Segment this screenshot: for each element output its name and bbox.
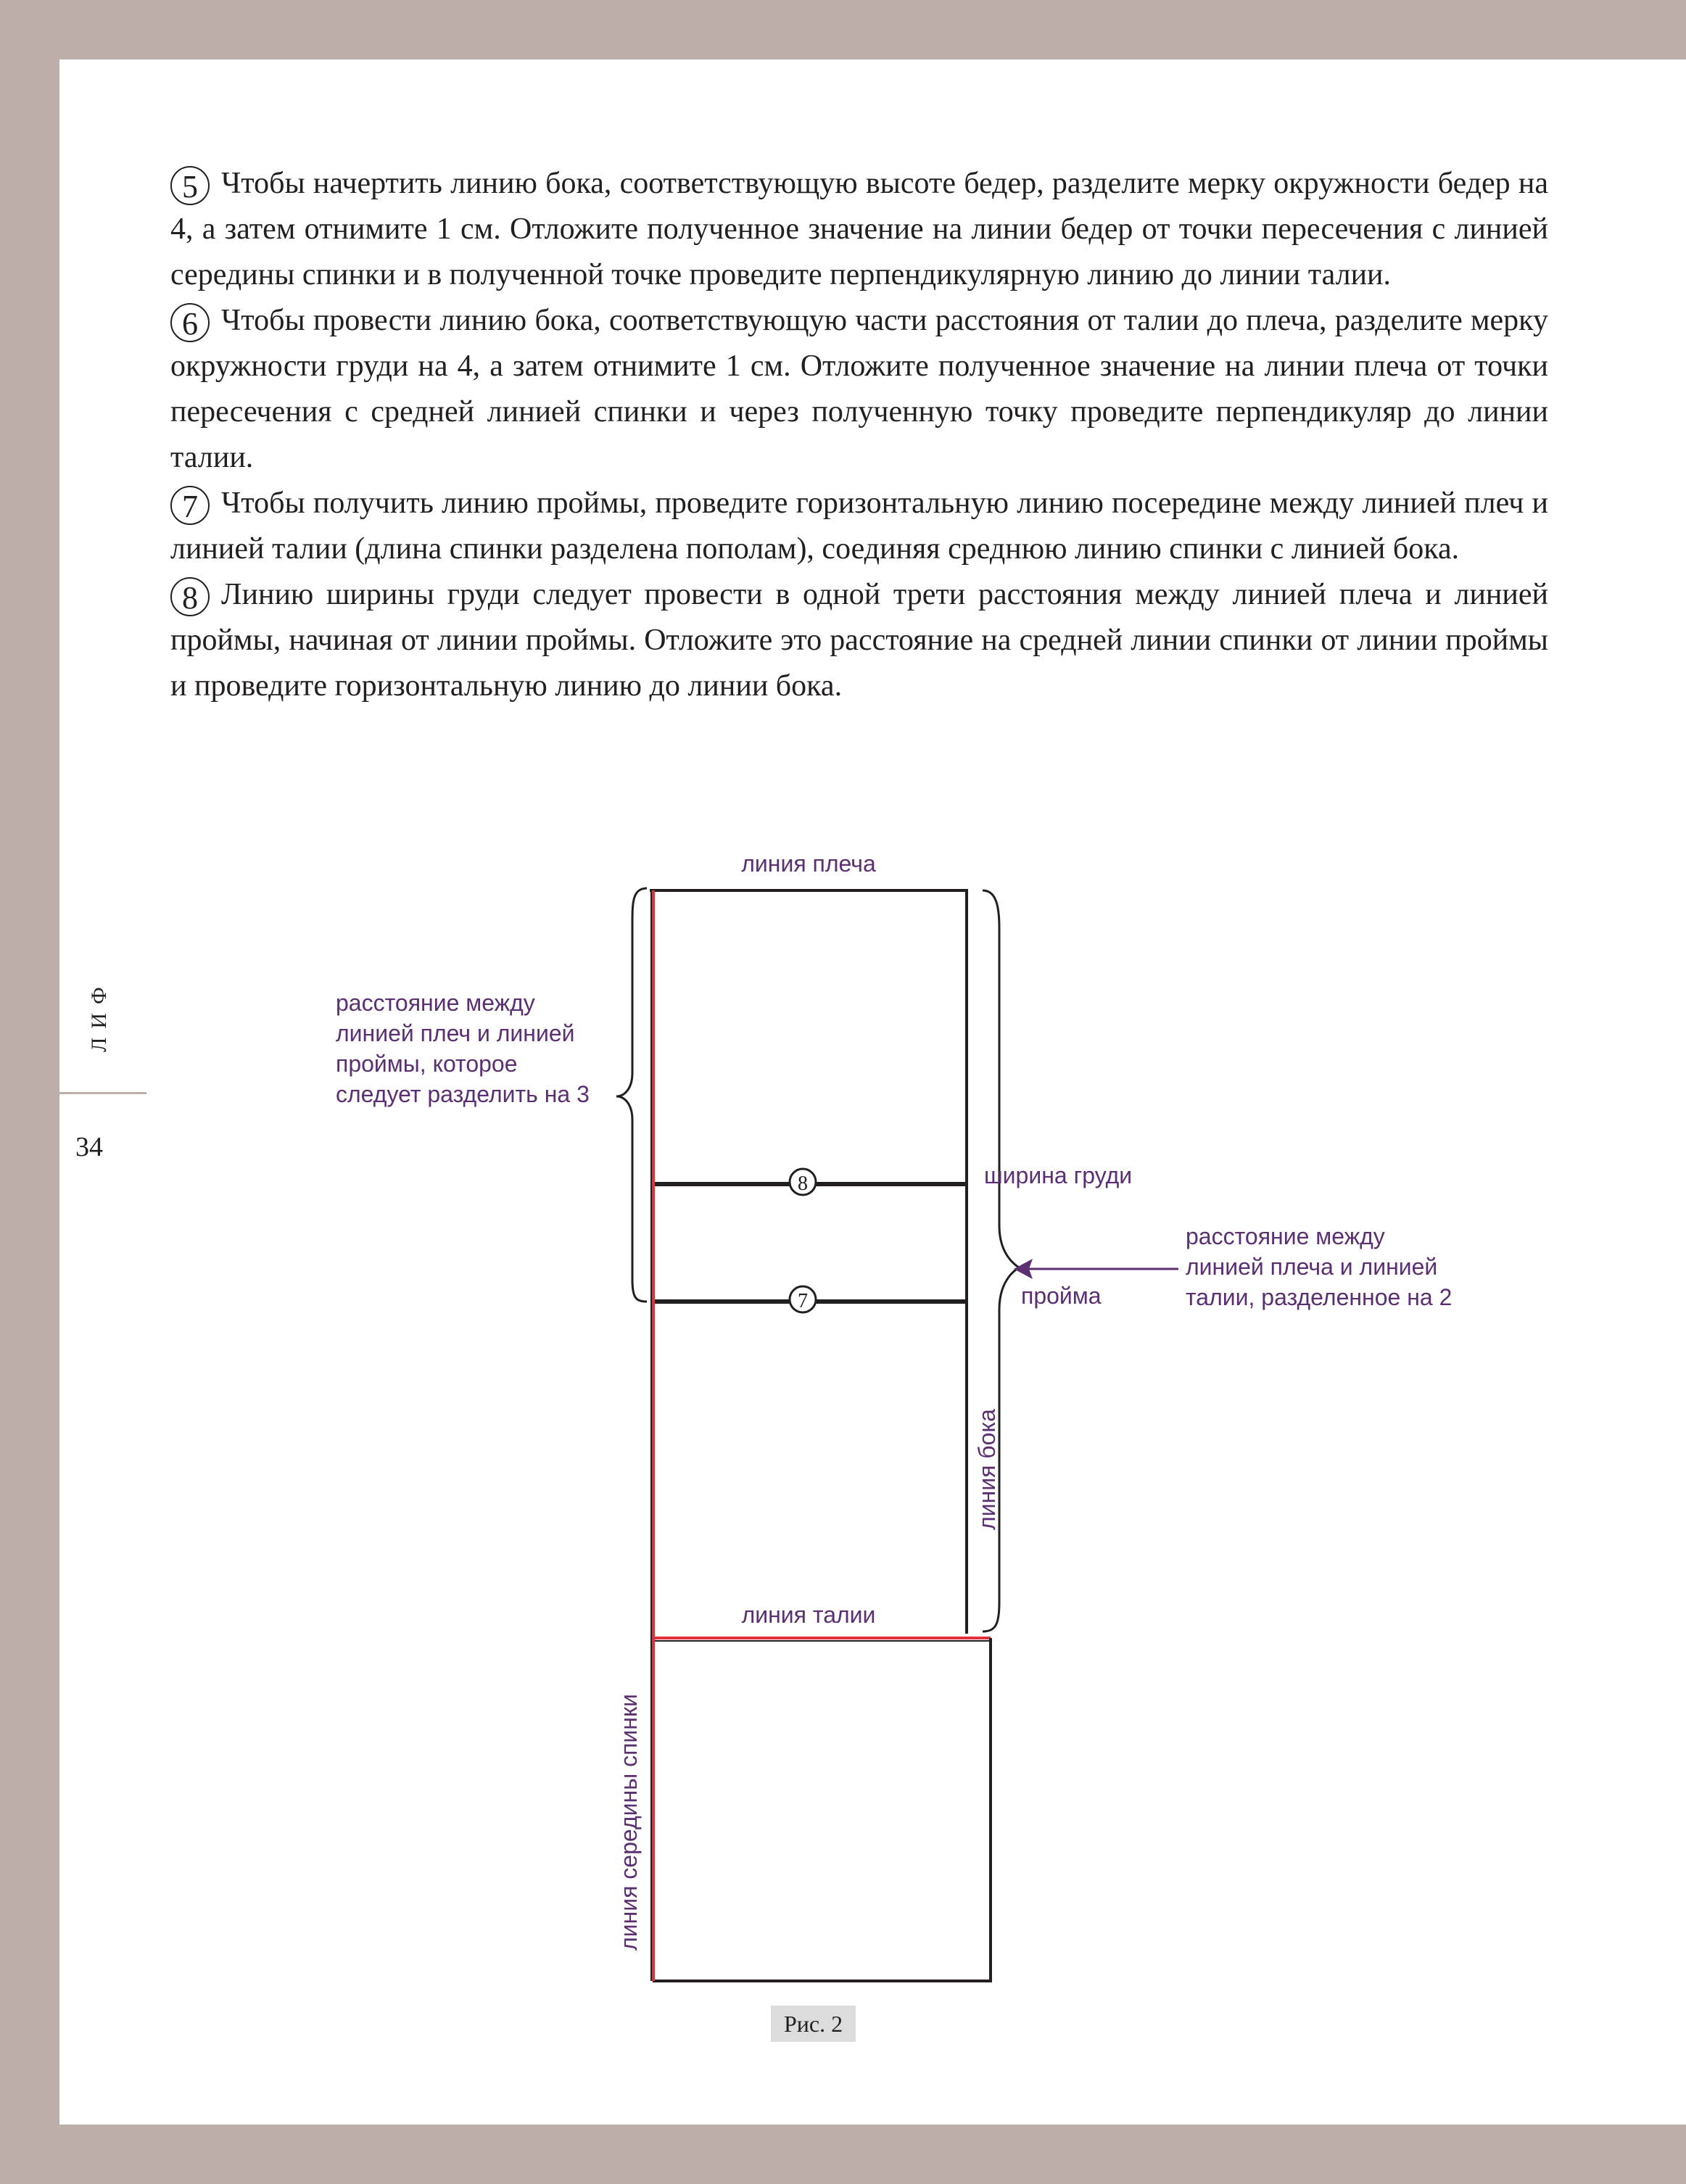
waist-line-label: линия талии: [741, 1602, 876, 1628]
right-note-line-1: расстояние между: [1186, 1223, 1385, 1249]
step-number: 7: [170, 486, 210, 525]
paragraph-text: Чтобы начертить линию бока, соответствующую высоте бедер, разделите мерку окружности бедер на 4, а затем отнимите 1 см. Отложите полученное значение на линии бедер от точки пересечения с линией середины спинки и в полученной точке проведите перпендикулярную линию до линии талии.: [170, 167, 1548, 291]
marker-8-label: 8: [798, 1172, 808, 1195]
section-label: ЛИФ: [87, 978, 111, 1052]
right-note-line-2: линией плеча и линией: [1186, 1254, 1438, 1280]
side-line-label: линия бока: [974, 1409, 1000, 1530]
right-note-line-3: талии, разделенное на 2: [1186, 1284, 1452, 1310]
shoulder-line-label: линия плеча: [741, 851, 876, 877]
paragraph-text: Чтобы получить линию проймы, проведите горизонтальную линию посередине между линией плеч и линией талии (длина спинки разделена пополам), соединяя среднюю линию спинки с линией бока.: [170, 487, 1548, 566]
armhole-label: пройма: [1021, 1283, 1102, 1309]
marker-7-label: 7: [798, 1290, 808, 1312]
figure-caption: Рис. 2: [771, 2006, 856, 2042]
bust-width-label: ширина груди: [984, 1162, 1133, 1188]
center-back-line-label: линия середины спинки: [616, 1694, 642, 1951]
step-number: 5: [170, 166, 210, 205]
left-brace: [616, 888, 647, 1302]
left-note-line-4: следует разделить на 3: [336, 1081, 590, 1107]
step-number: 6: [170, 303, 210, 342]
paragraph-text: Линию ширины груди следует провести в одной трети расстояния между линией плеча и линией проймы, начиная от линии проймы. Отложите это расстояние на средней линии спинки от линии проймы и проведите горизонтальную линию до линии бока.: [170, 578, 1548, 703]
page-number: 34: [75, 1132, 103, 1162]
paragraph-text: Чтобы провести линию бока, соответствующую части расстояния от талии до плеча, разделите мерку окружности груди на 4, а затем отнимите 1 см. Отложите полученное значение на линии плеча от точки пересечения с средней линией спинки и через полученную точку проведите перпендикуляр до линии талии.: [170, 304, 1548, 474]
left-note-line-2: линией плеч и линией: [336, 1020, 575, 1046]
step-number: 8: [170, 577, 210, 616]
left-note-line-3: проймы, которое: [336, 1051, 518, 1077]
left-note-line-1: расстояние между: [336, 990, 535, 1016]
